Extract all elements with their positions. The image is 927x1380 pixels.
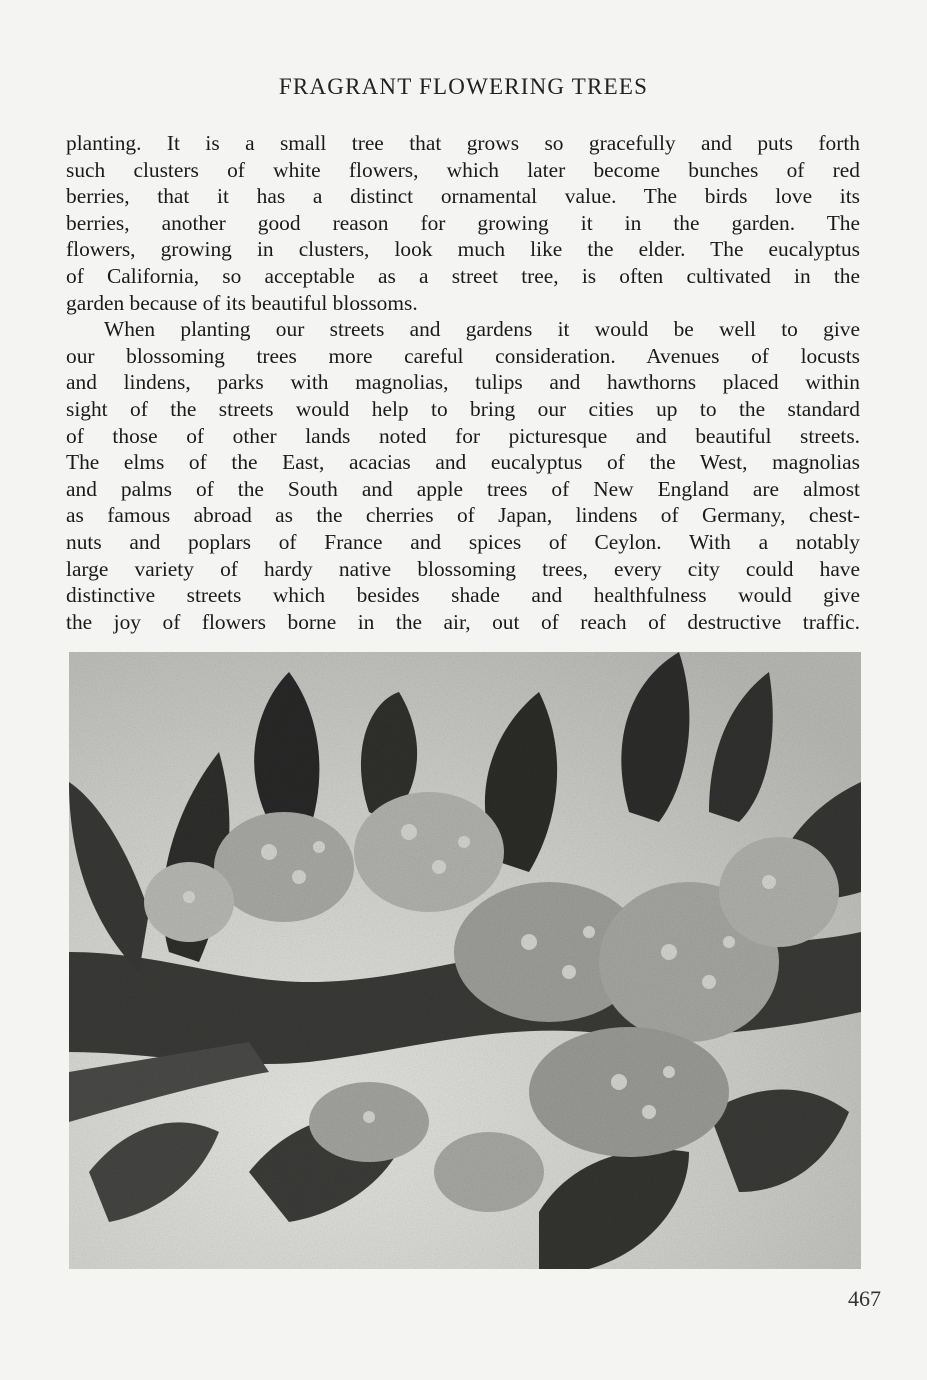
text-line: the joy of flowers borne in the air, out of reach of destructive traffic.: [66, 609, 860, 634]
text-line: large variety of hardy native blossoming trees, every city could have: [66, 556, 860, 581]
page-number: 467: [848, 1286, 881, 1311]
text-line: as famous abroad as the cherries of Japan, lindens of Germany, chest-: [66, 503, 860, 528]
text-line: our blossoming trees more careful consideration. Avenues of locusts: [66, 343, 860, 368]
flowering-branch-photo: [69, 652, 861, 1269]
text-line: nuts and poplars of France and spices of Ceylon. With a notably: [66, 529, 860, 554]
text-line: berries, that it has a distinct ornamental value. The birds love its: [66, 184, 860, 209]
text-line: The elms of the East, acacias and eucalyptus of the West, magnolias: [66, 450, 860, 475]
text-line: distinctive streets which besides shade and healthfulness would give: [66, 583, 860, 608]
flower-cluster: [354, 792, 504, 912]
text-line: of those of other lands noted for picturesque and beautiful streets.: [66, 423, 860, 448]
flower-cluster: [529, 1027, 729, 1157]
text-line: such clusters of white flowers, which later become bunches of red: [66, 157, 860, 182]
text-line: flowers, growing in clusters, look much like the elder. The eucalyptus: [66, 237, 860, 262]
text-line: and lindens, parks with magnolias, tulips and hawthorns placed within: [66, 370, 860, 395]
text-line: berries, another good reason for growing it in the garden. The: [66, 210, 860, 235]
text-line: sight of the streets would help to bring our cities up to the standard: [66, 396, 860, 421]
text-line: planting. It is a small tree that grows so gracefully and puts forth: [66, 131, 860, 155]
flower-cluster: [434, 1132, 544, 1212]
flower-cluster: [214, 812, 354, 922]
text-line: and palms of the South and apple trees of New England are almost: [66, 476, 860, 501]
flower-cluster: [719, 837, 839, 947]
text-line: garden because of its beautiful blossoms.: [66, 290, 418, 315]
text-line: When planting our streets and gardens it would be well to give: [104, 317, 860, 342]
running-header: FRAGRANT FLOWERING TREES: [278, 74, 649, 99]
text-line: of California, so acceptable as a street tree, is often cultivated in the: [66, 263, 860, 288]
body-text: [66, 130, 860, 635]
